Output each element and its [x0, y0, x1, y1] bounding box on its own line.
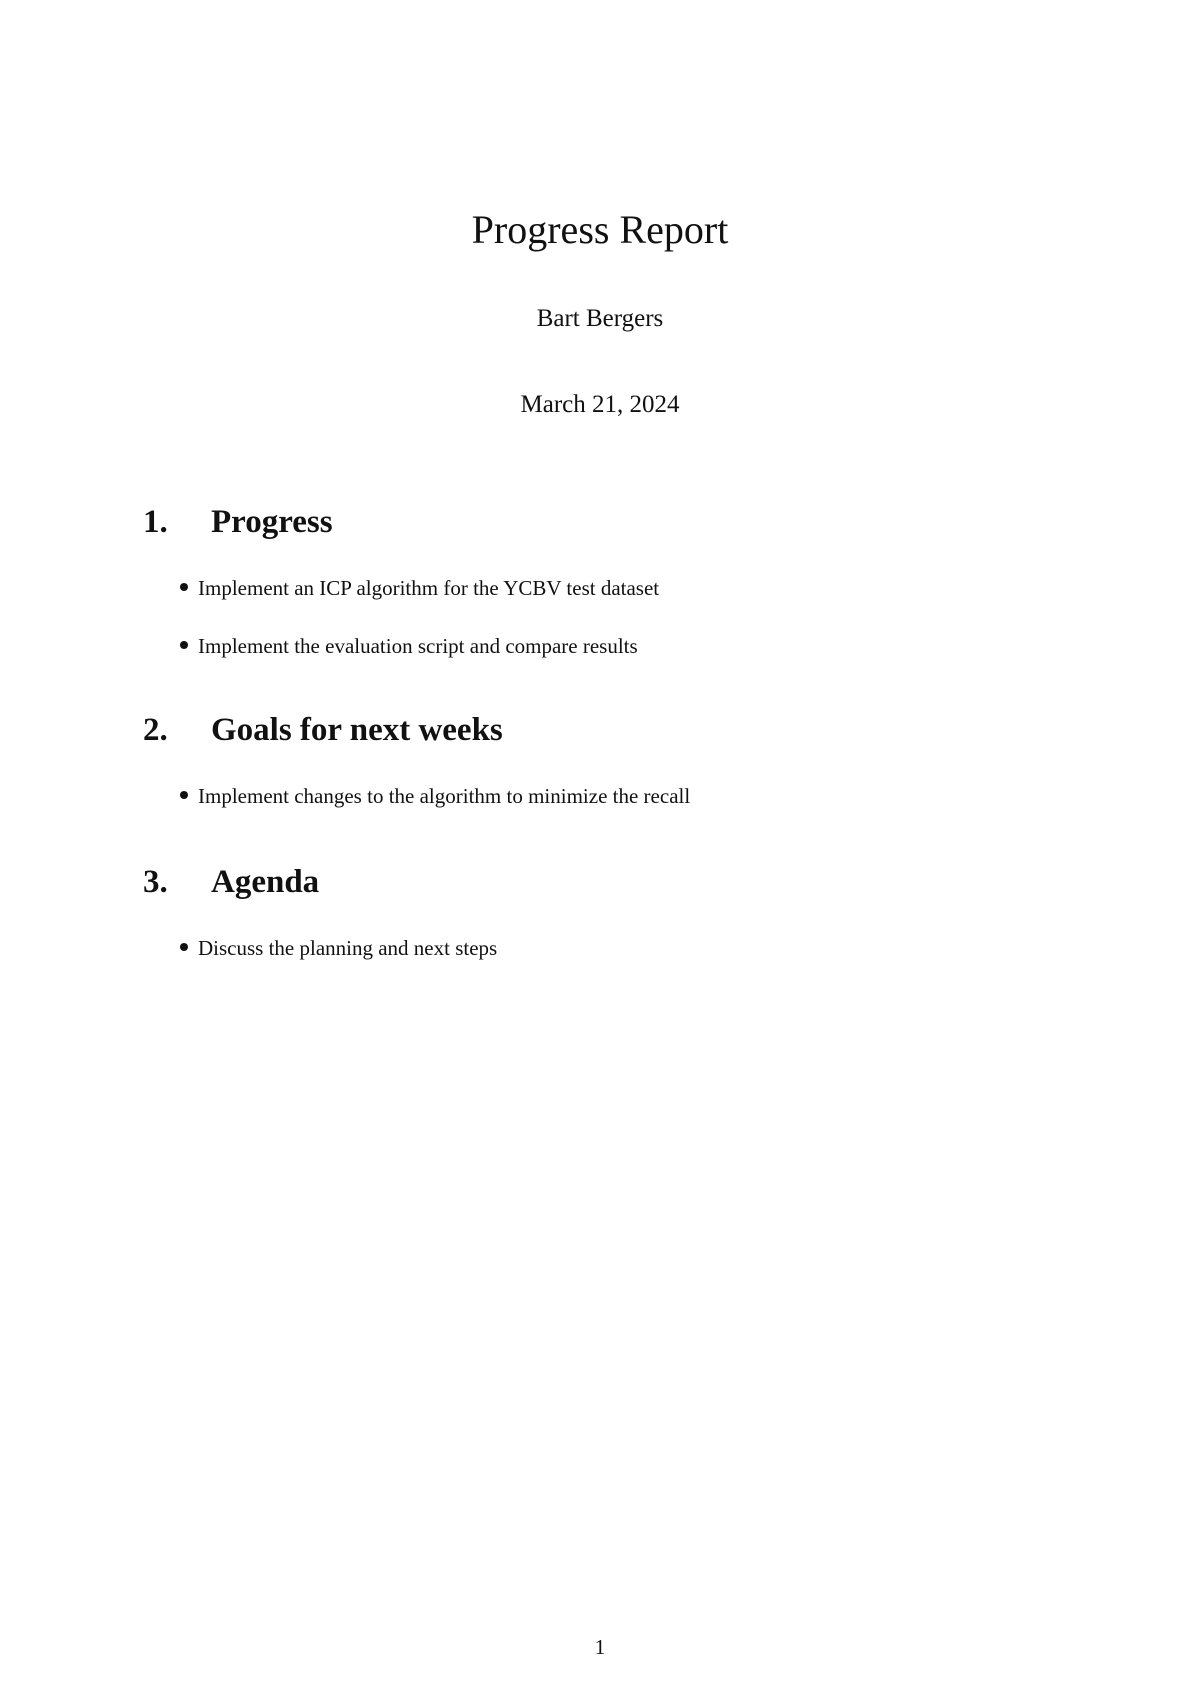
list-item-text: Implement the evaluation script and compare results: [198, 634, 638, 658]
list-item: [180, 935, 1093, 961]
bullet-icon: [180, 641, 188, 649]
list-item-text: Discuss the planning and next steps: [198, 936, 498, 960]
list-item: [180, 633, 1093, 659]
section-number: 2.: [143, 712, 168, 748]
document-title: Progress Report: [471, 207, 729, 252]
bullet-icon: [180, 583, 188, 591]
list-item-text: Implement changes to the algorithm to minimize the recall: [198, 784, 691, 808]
bullet-icon: [180, 791, 188, 799]
page-number: 1: [594, 1635, 606, 1659]
section-goals: [143, 710, 1093, 809]
bullet-list: [143, 783, 1093, 809]
bullet-list: [143, 935, 1093, 961]
list-item-text: Implement an ICP algorithm for the YCBV test dataset: [198, 576, 660, 600]
section-progress: [143, 502, 1093, 659]
list-item: [180, 575, 1093, 601]
section-heading: [143, 862, 1093, 902]
section-heading: [143, 502, 1093, 542]
section-number: 3.: [143, 864, 168, 900]
section-title: Agenda: [211, 864, 320, 900]
section-title: Goals for next weeks: [211, 712, 503, 748]
bullet-icon: [180, 943, 188, 951]
section-number: 1.: [143, 504, 168, 540]
bullet-list: [143, 575, 1093, 659]
document-date: March 21, 2024: [520, 391, 680, 418]
section-heading: [143, 710, 1093, 750]
list-item: [180, 783, 1093, 809]
section-title: Progress: [211, 504, 333, 540]
section-agenda: [143, 862, 1093, 961]
document-author: Bart Bergers: [536, 305, 664, 332]
